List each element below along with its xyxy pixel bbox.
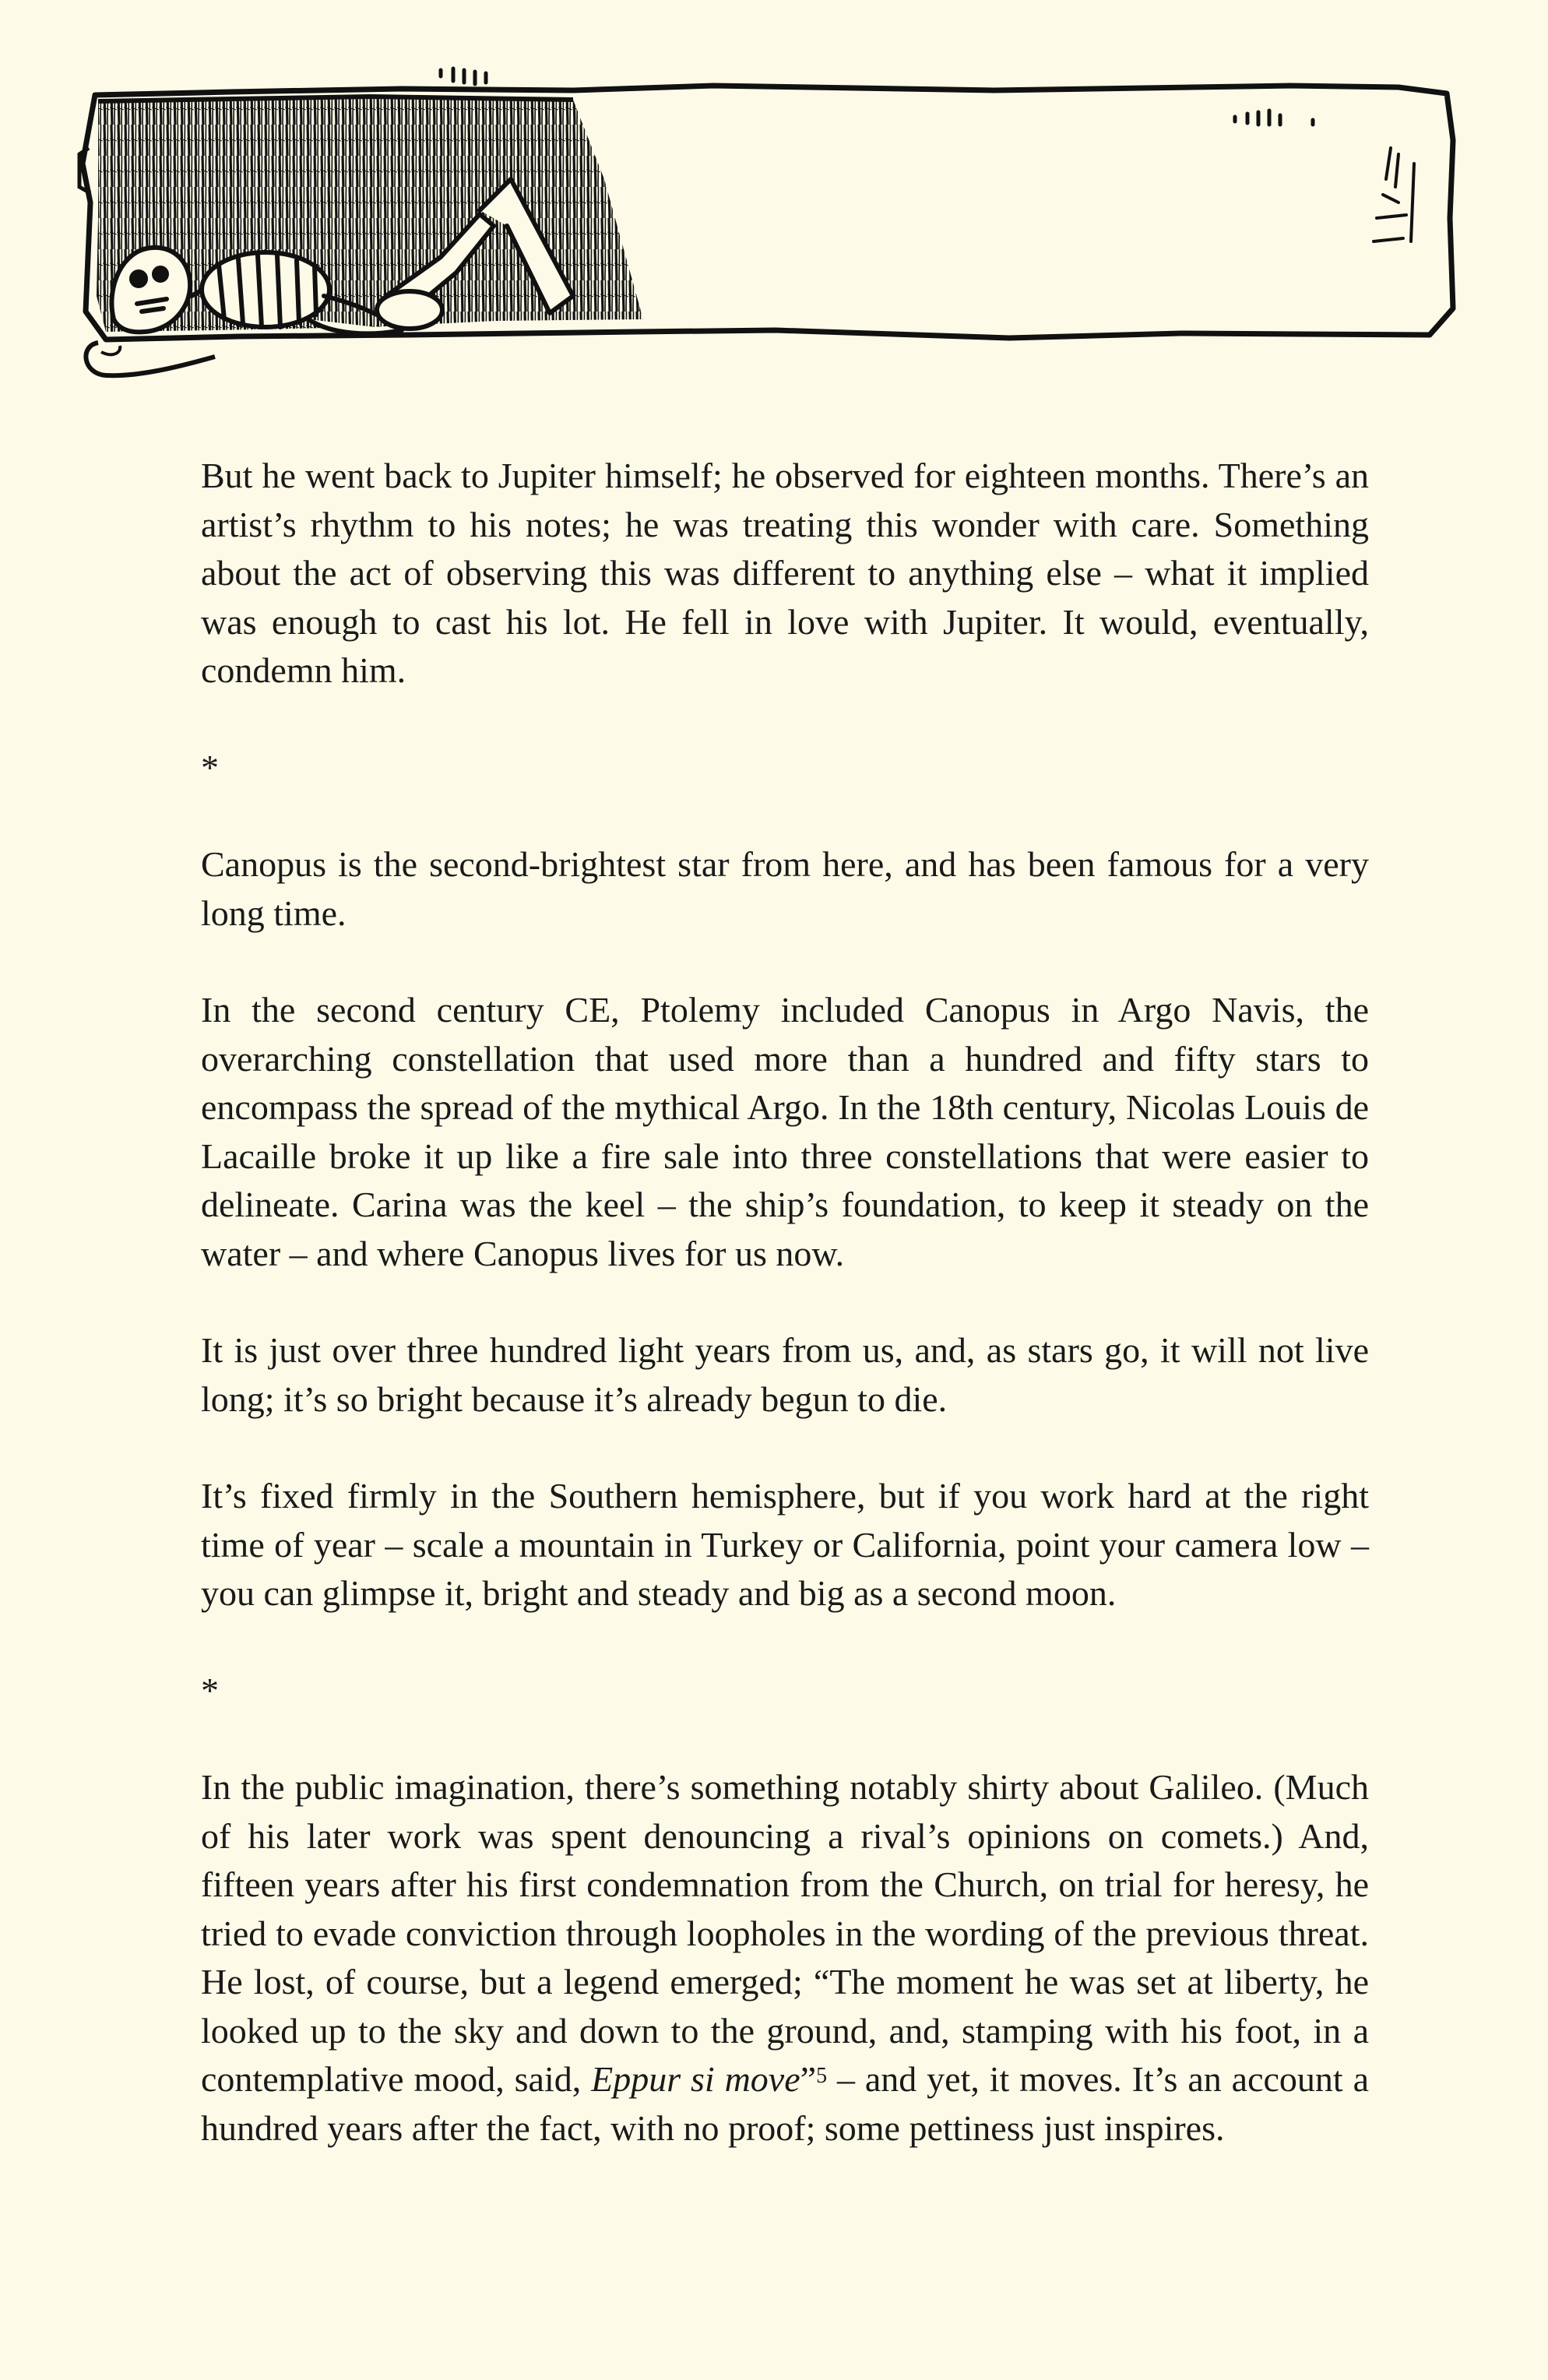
section-separator: *: [201, 1670, 219, 1710]
skeleton-tomb-ornament: [75, 62, 1464, 397]
footnote-ref[interactable]: 5: [816, 2064, 828, 2088]
latin-quote: Eppur si move: [591, 2059, 800, 2099]
paragraph-1: But he went back to Jupiter himself; he observed for eighteen months. There’s an artist’s rhythm to his notes; he was treating this wonder with care. Something about the act of observing this was different to anything else – what it implied was enough to cast his lot. He fell in love with Jupiter. It would, eventually, condemn him.: [201, 456, 1369, 690]
paragraph-6-text-b: – and yet, it moves. It’s an account a hundred years after the fact, with no proof; some pettiness just inspires.: [201, 2059, 1369, 2148]
article-body: [201, 452, 1369, 2153]
paragraph-6-text-a: In the public imagination, there’s something notably shirty about Galileo. (Much of his later work was spent denouncing a rival’s opinions on comets.) And, fifteen years after his first condemnation from the Church, on trial for heresy, he tried to evade conviction through loopholes in the wording of the previous threat. He lost, of course, but a legend emerged; “The moment he was set at liberty, he looked up to the sky and down to the ground, and, stamping with his foot, in a contemplative mood, said,: [201, 1767, 1369, 2099]
paragraph-6: [201, 1763, 1369, 2153]
paragraph-5: It’s fixed firmly in the Southern hemisphere, but if you work hard at the right time of year – scale a mountain in Turkey or California, point your camera low – you can glimpse it, bright and steady and big as a second moon.: [201, 1476, 1369, 1613]
closing-quote: ”: [800, 2059, 817, 2099]
section-separator: *: [201, 747, 219, 787]
paragraph-4: It is just over three hundred light years from us, and, as stars go, it will not live long; it’s so bright because it’s already begun to die.: [201, 1330, 1369, 1419]
paragraph-2: Canopus is the second-brightest star from here, and has been famous for a very long time.: [201, 844, 1369, 933]
paragraph-3: In the second century CE, Ptolemy included Canopus in Argo Navis, the overarching constellation that used more than a hundred and fifty stars to encompass the spread of the mythical Argo. In the 18th century, Nicolas Louis de Lacaille broke it up like a fire sale into three constellations that were easier to delineate. Carina was the keel – the ship’s foundation, to keep it steady on the water – and where Canopus lives for us now.: [201, 990, 1369, 1273]
